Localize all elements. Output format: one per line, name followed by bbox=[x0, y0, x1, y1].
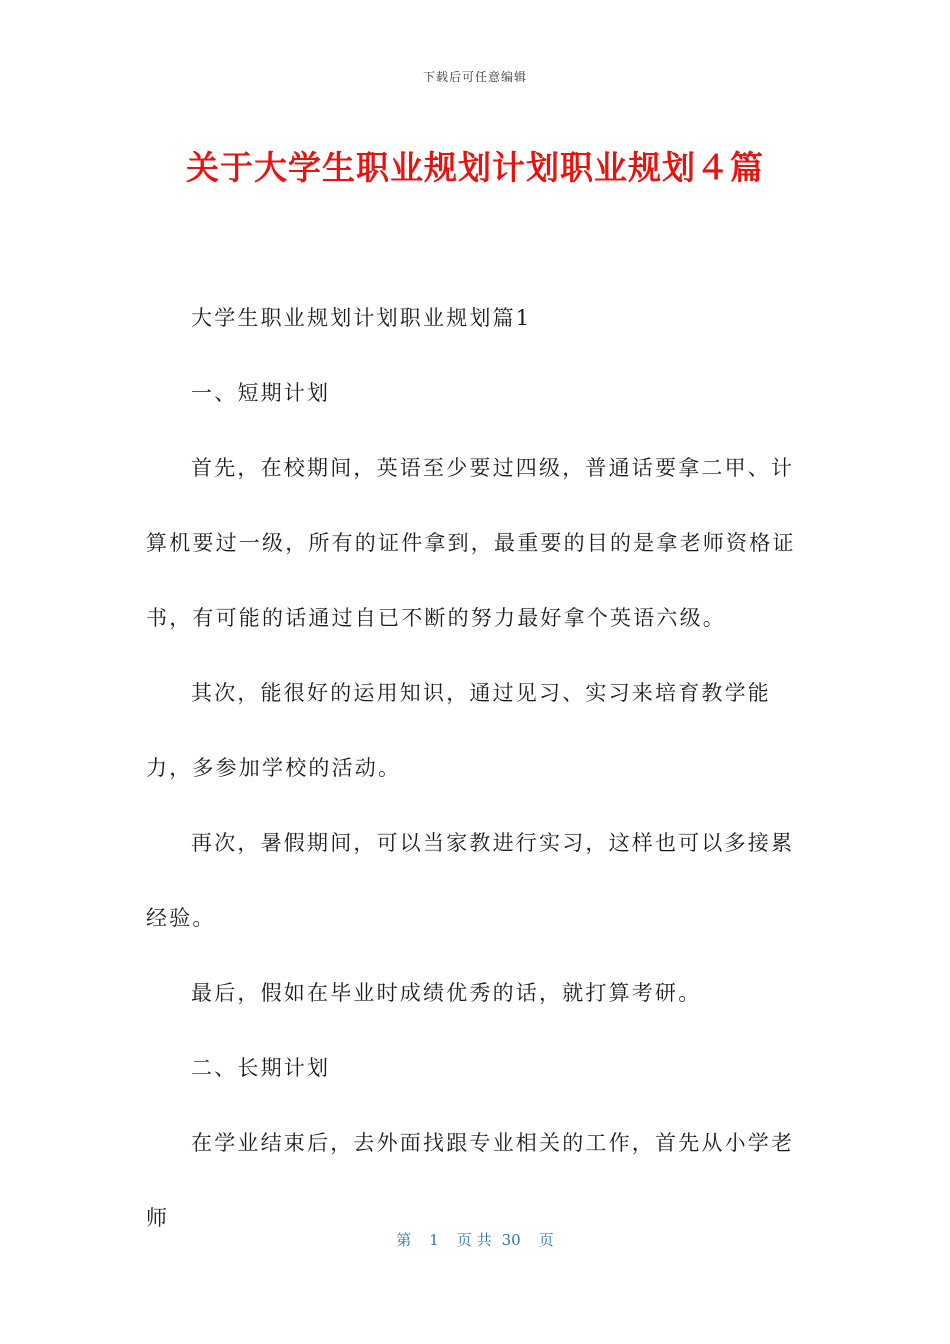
paragraph-section-heading: 大学生职业规划计划职业规划篇1 bbox=[191, 306, 532, 330]
document-body bbox=[146, 281, 796, 1256]
paragraph-first: 首先，在校期间，英语至少要过四级，普通话要拿二甲、计算机要过一级，所有的证件拿到，最重要的目的是拿老师资格证书，有可能的话通过自已不断的努力最好拿个英语六级。 bbox=[146, 456, 796, 630]
page-footer bbox=[0, 1229, 950, 1250]
footer-prefix: 第 bbox=[396, 1231, 412, 1249]
paragraph-long-term: 在学业结束后，去外面找跟专业相关的工作，首先从小学老师 bbox=[146, 1131, 795, 1230]
footer-current-page: 1 bbox=[429, 1231, 439, 1249]
header-note: 下载后可任意编辑 bbox=[422, 70, 527, 84]
paragraph-long-term-heading: 二、长期计划 bbox=[191, 1056, 331, 1080]
paragraph-last: 最后，假如在毕业时成绩优秀的话，就打算考研。 bbox=[191, 981, 702, 1005]
footer-total-pages: 30 bbox=[501, 1231, 521, 1249]
footer-suffix: 页 bbox=[538, 1231, 554, 1249]
paragraph-third: 再次，暑假期间，可以当家教进行实习，这样也可以多接累经验。 bbox=[146, 831, 795, 930]
footer-middle: 页 共 bbox=[456, 1231, 492, 1249]
document-title: 关于大学生职业规划计划职业规划４篇 bbox=[186, 148, 764, 187]
paragraph-short-term-heading: 一、短期计划 bbox=[191, 381, 331, 405]
paragraph-second: 其次，能很好的运用知识，通过见习、实习来培育教学能力，多参加学校的活动。 bbox=[146, 681, 771, 780]
